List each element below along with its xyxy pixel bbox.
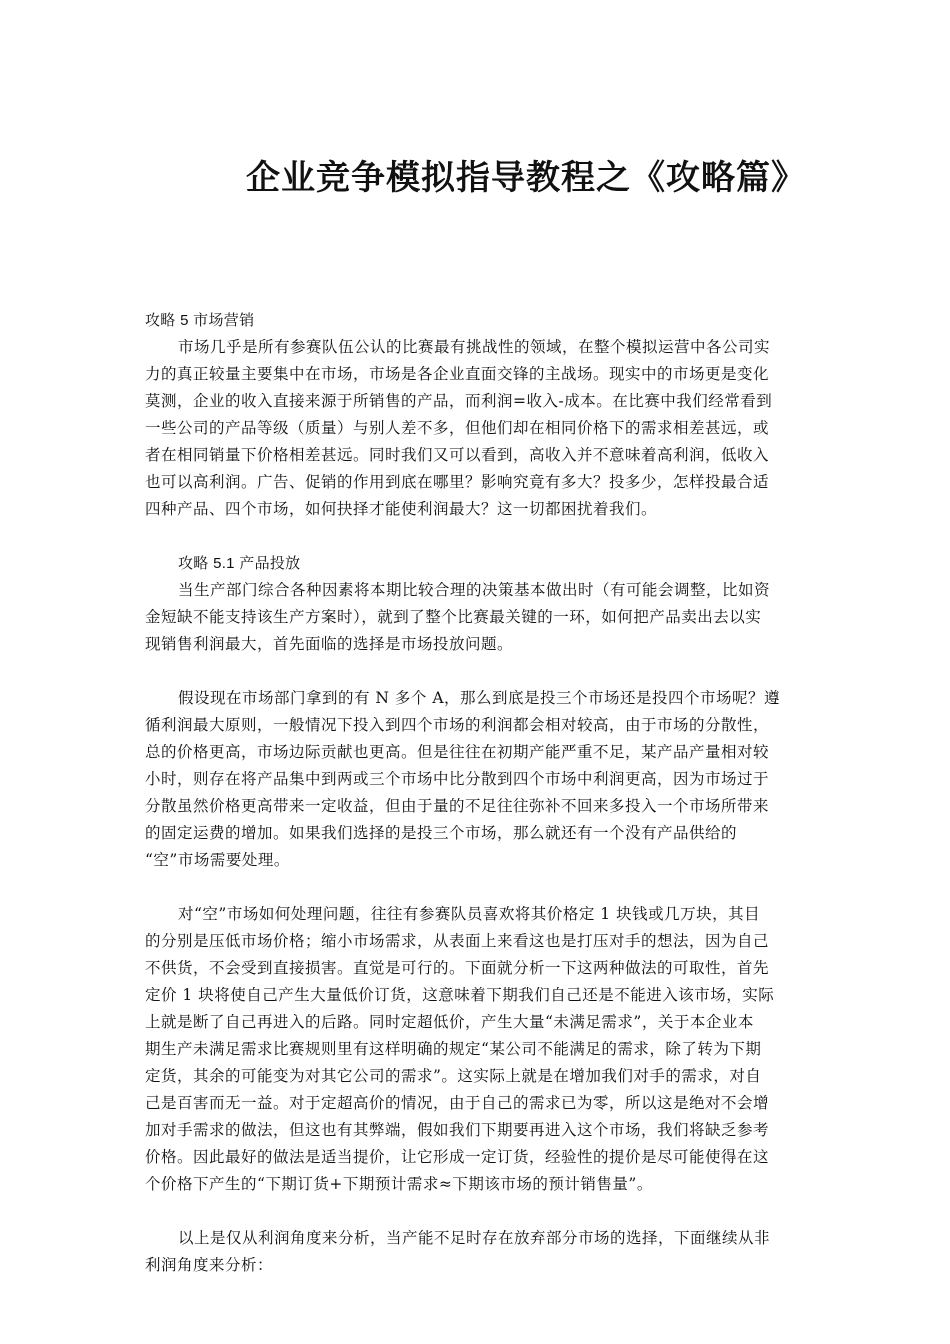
paragraph-line: 分散虽然价格更高带来一定收益，但由于量的不足往往弥补不回来多投入一个市场所带来 bbox=[145, 797, 770, 815]
paragraph-line: 莫测，企业的收入直接来源于所销售的产品，而利润=收入-成本。在比赛中我们经常看到 bbox=[145, 392, 773, 410]
paragraph-line: 力的真正较量主要集中在市场，市场是各企业直面交锋的主战场。现实中的市场更是变化 bbox=[145, 365, 770, 383]
paragraph-line: 一些公司的产品等级（质量）与别人差不多，但他们却在相同价格下的需求相差甚远，或 bbox=[145, 419, 770, 437]
paragraph-line: 金短缺不能支持该生产方案时），就到了整个比赛最关键的一环，如何把产品卖出去以实 bbox=[145, 608, 762, 626]
paragraph-line: 的分别是压低市场价格；缩小市场需求，从表面上来看这也是打压对手的想法，因为自己 bbox=[145, 932, 770, 950]
paragraph-line: 四种产品、四个市场，如何抉择才能使利润最大？这一切都困扰着我们。 bbox=[145, 500, 658, 518]
paragraph-line: 定货，其余的可能变为对其它公司的需求”。这实际上就是在增加我们对手的需求，对自 bbox=[145, 1067, 762, 1085]
paragraph-line: 利润角度来分析： bbox=[145, 1256, 274, 1274]
paragraph-line: 总的价格更高，市场边际贡献也更高。但是往往在初期产能严重不足，某产品产量相对较 bbox=[145, 743, 770, 761]
paragraph-line: 个价格下产生的“下期订货+下期预计需求≈下期该市场的预计销售量”。 bbox=[145, 1175, 653, 1193]
document-body bbox=[145, 307, 807, 1279]
paragraph-spacer bbox=[145, 874, 807, 901]
paragraph-line: 市场几乎是所有参赛队伍公认的比赛最有挑战性的领域，在整个模拟运营中各公司实 bbox=[178, 338, 771, 356]
paragraph-line: 循利润最大原则，一般情况下投入到四个市场的利润都会相对较高，由于市场的分散性， bbox=[145, 716, 770, 734]
paragraph-line: 现销售利润最大，首先面临的选择是市场投放问题。 bbox=[145, 635, 514, 653]
paragraph-line: 也可以高利润。广告、促销的作用到底在哪里？影响究竟有多大？投多少，怎样投最合适 bbox=[145, 473, 770, 491]
section-heading: 攻略 5 市场营销 bbox=[145, 312, 255, 329]
paragraph-line: 对“空”市场如何处理问题，往往有参赛队员喜欢将其价格定 1 块钱或几万块，其目 bbox=[178, 905, 761, 923]
paragraph-spacer bbox=[145, 658, 807, 685]
subsection-heading: 攻略 5.1 产品投放 bbox=[178, 555, 301, 572]
paragraph-line: 价格。因此最好的做法是适当提价，让它形成一定订货，经验性的提价是尽可能使得在这 bbox=[145, 1148, 770, 1166]
paragraph-line: 加对手需求的做法，但这也有其弊端，假如我们下期要再进入这个市场，我们将缺乏参考 bbox=[145, 1121, 770, 1139]
paragraph-line: 不供货，不会受到直接损害。直觉是可行的。下面就分析一下这两种做法的可取性，首先 bbox=[145, 959, 770, 977]
paragraph-spacer bbox=[145, 1198, 807, 1225]
paragraph-line: 者在相同销量下价格相差甚远。同时我们又可以看到，高收入并不意味着高利润，低收入 bbox=[145, 446, 770, 464]
paragraph-line: 上就是断了自己再进入的后路。同时定超低价，产生大量“未满足需求”，关于本企业本 bbox=[145, 1013, 754, 1031]
paragraph-line: 定价 1 块将使自己产生大量低价订货，这意味着下期我们自己还是不能进入该市场，实际 bbox=[145, 986, 775, 1004]
paragraph-line: 小时，则存在将产品集中到两或三个市场中比分散到四个市场中利润更高，因为市场过于 bbox=[145, 770, 770, 788]
paragraph-line: 的固定运费的增加。如果我们选择的是投三个市场，那么就还有一个没有产品供给的 bbox=[145, 824, 738, 842]
document-title: 企业竞争模拟指导教程之《攻略篇》 bbox=[246, 158, 806, 198]
paragraph-spacer bbox=[145, 523, 807, 550]
paragraph-line: “空”市场需要处理。 bbox=[145, 851, 290, 869]
paragraph-line: 己是百害而无一益。对于定超高价的情况，由于自己的需求已为零，所以这是绝对不会增 bbox=[145, 1094, 770, 1112]
paragraph-line: 期生产未满足需求比赛规则里有这样明确的规定“某公司不能满足的需求，除了转为下期 bbox=[145, 1040, 762, 1058]
paragraph-line: 当生产部门综合各种因素将本期比较合理的决策基本做出时（有可能会调整，比如资 bbox=[178, 581, 771, 599]
paragraph-line: 假设现在市场部门拿到的有 N 多个 A，那么到底是投三个市场还是投四个市场呢？遵 bbox=[178, 689, 781, 707]
paragraph-line: 以上是仅从利润角度来分析，当产能不足时存在放弃部分市场的选择，下面继续从非 bbox=[178, 1229, 771, 1247]
